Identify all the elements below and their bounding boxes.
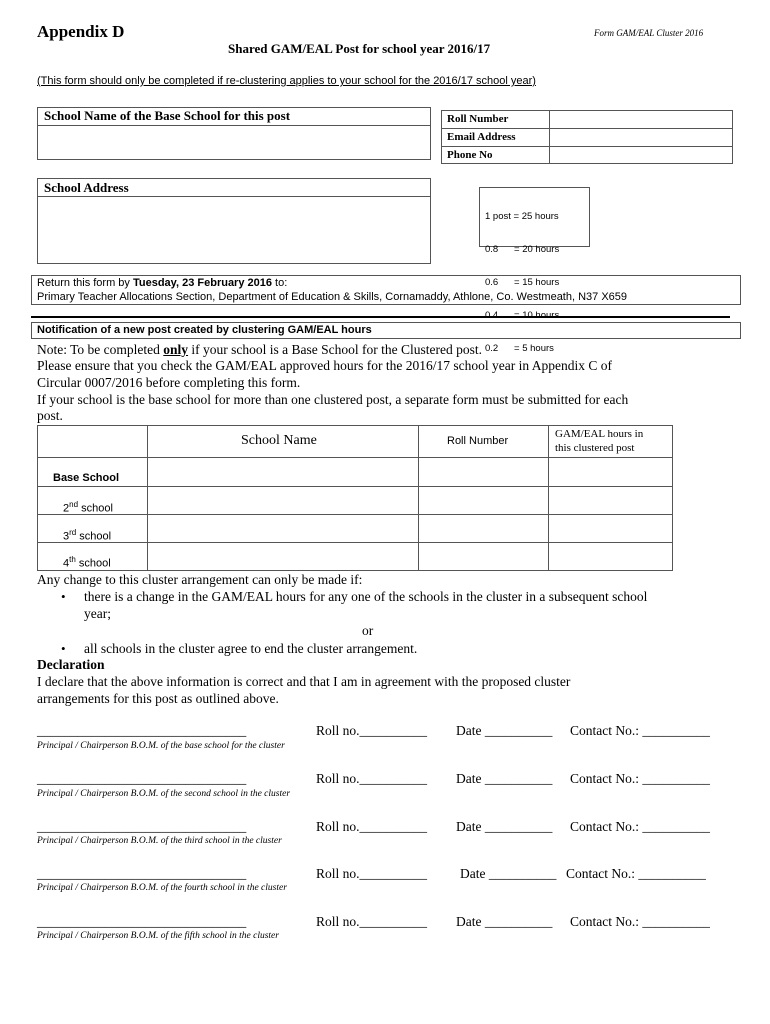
bullet-icon: • bbox=[61, 589, 66, 604]
note-line: Note: To be completed only if your school is a Base School for the Clustered post. bbox=[37, 342, 483, 357]
condition-2: all schools in the cluster agree to end the cluster arrangement. bbox=[84, 641, 418, 656]
date-field[interactable]: Date __________ bbox=[456, 914, 553, 929]
fourth-school-row-label: 4th school bbox=[63, 555, 111, 570]
conditions-or: or bbox=[362, 623, 374, 638]
page-subtitle: (This form should only be completed if re-clustering applies to your school for the 2016/17 school year) bbox=[37, 75, 536, 87]
signature-caption: Principal / Chairperson B.O.M. of the third school in the cluster bbox=[37, 836, 282, 846]
second-school-hours-cell[interactable] bbox=[550, 488, 672, 513]
contact-no-field[interactable]: Contact No.: __________ bbox=[570, 914, 710, 929]
instruction-line: Circular 0007/2016 before completing this form. bbox=[37, 375, 301, 390]
declaration-heading: Declaration bbox=[37, 657, 105, 672]
page-title: Shared GAM/EAL Post for school year 2016/17 bbox=[228, 41, 491, 56]
declaration-text: arrangements for this post as outlined above. bbox=[37, 691, 279, 706]
contact-no-field[interactable]: Contact No.: __________ bbox=[570, 819, 710, 834]
roll-no-field[interactable]: Roll no.__________ bbox=[316, 866, 428, 881]
notification-heading: Notification of a new post created by clustering GAM/EAL hours bbox=[37, 324, 372, 336]
roll-no-field[interactable]: Roll no.__________ bbox=[316, 771, 428, 786]
signature-line[interactable]: _______________________________ bbox=[37, 866, 247, 881]
base-school-hours-cell[interactable] bbox=[550, 459, 672, 485]
third-school-row-label: 3rd school bbox=[63, 528, 112, 543]
school-name-field[interactable] bbox=[40, 128, 428, 157]
school-address-field[interactable] bbox=[40, 199, 428, 261]
divider bbox=[31, 316, 730, 318]
condition-1: there is a change in the GAM/EAL hours for any one of the schools in the cluster in a subsequent school bbox=[84, 589, 648, 604]
declaration-text: I declare that the above information is correct and that I am in agreement with the proposed cluster bbox=[37, 674, 571, 689]
fourth-school-hours-cell[interactable] bbox=[550, 544, 672, 570]
roll-number-header: Roll Number bbox=[447, 435, 509, 447]
conditions-intro: Any change to this cluster arrangement can only be made if: bbox=[37, 572, 363, 587]
school-address-label: School Address bbox=[44, 180, 129, 195]
roll-no-field[interactable]: Roll no.__________ bbox=[316, 723, 428, 738]
phone-no-label: Phone No bbox=[447, 149, 493, 161]
roll-number-label: Roll Number bbox=[447, 113, 509, 125]
third-school-hours-cell[interactable] bbox=[550, 516, 672, 541]
hours-key-text: 1 post = 25 hours 0.8 = 20 hours 0.6 = 15 hours 0.2 = 5 hours bbox=[485, 211, 560, 354]
signature-caption: Principal / Chairperson B.O.M. of the second school in the cluster bbox=[37, 789, 291, 799]
roll-number-field[interactable] bbox=[551, 111, 731, 127]
second-school-name-cell[interactable] bbox=[149, 488, 417, 513]
signature-caption: Principal / Chairperson B.O.M. of the base school for the cluster bbox=[37, 741, 285, 751]
instruction-line: Please ensure that you check the GAM/EAL approved hours for the 2016/17 school year in Appendix C of bbox=[37, 358, 612, 373]
return-address: Primary Teacher Allocations Section, Department of Education & Skills, Cornamaddy, Athlone, Co. Westmeath, N37 X659 bbox=[37, 291, 628, 303]
base-school-roll-cell[interactable] bbox=[420, 459, 547, 485]
base-school-name-cell[interactable] bbox=[149, 459, 417, 485]
contact-no-field[interactable]: Contact No.: __________ bbox=[570, 771, 710, 786]
hours-header: GAM/EAL hours in this clustered post bbox=[555, 428, 644, 454]
form-reference: Form GAM/EAL Cluster 2016 bbox=[594, 28, 704, 38]
condition-1-cont: year; bbox=[84, 606, 111, 621]
fourth-school-roll-cell[interactable] bbox=[420, 544, 547, 570]
signature-line[interactable]: _______________________________ bbox=[37, 914, 247, 929]
instruction-line: post. bbox=[37, 408, 63, 423]
date-field[interactable]: Date __________ bbox=[456, 819, 553, 834]
school-name-header: School Name bbox=[241, 433, 317, 448]
date-field[interactable]: Date __________ bbox=[460, 866, 557, 881]
return-deadline-line: Return this form by Tuesday, 23 February 2016 to: bbox=[37, 277, 288, 289]
roll-no-field[interactable]: Roll no.__________ bbox=[316, 914, 428, 929]
signature-caption: Principal / Chairperson B.O.M. of the fourth school in the cluster bbox=[37, 883, 287, 893]
appendix-label: Appendix D bbox=[37, 22, 125, 41]
school-name-label: School Name of the Base School for this post bbox=[44, 108, 291, 123]
bullet-icon: • bbox=[61, 641, 66, 656]
second-school-roll-cell[interactable] bbox=[420, 488, 547, 513]
second-school-row-label: 2nd school bbox=[63, 500, 113, 515]
signature-line[interactable]: _______________________________ bbox=[37, 771, 247, 786]
email-address-label: Email Address bbox=[447, 131, 516, 143]
contact-no-field[interactable]: Contact No.: __________ bbox=[570, 723, 710, 738]
fourth-school-name-cell[interactable] bbox=[149, 544, 417, 570]
signature-caption: Principal / Chairperson B.O.M. of the fifth school in the cluster bbox=[37, 931, 279, 941]
phone-no-field[interactable] bbox=[551, 147, 731, 163]
signature-line[interactable]: _______________________________ bbox=[37, 723, 247, 738]
third-school-roll-cell[interactable] bbox=[420, 516, 547, 541]
instruction-line: If your school is the base school for more than one clustered post, a separate form must be submitted for each bbox=[37, 392, 629, 407]
third-school-name-cell[interactable] bbox=[149, 516, 417, 541]
contact-no-field[interactable]: Contact No.: __________ bbox=[566, 866, 706, 881]
signature-line[interactable]: _______________________________ bbox=[37, 819, 247, 834]
base-school-row-label: Base School bbox=[53, 472, 120, 484]
date-field[interactable]: Date __________ bbox=[456, 771, 553, 786]
date-field[interactable]: Date __________ bbox=[456, 723, 553, 738]
roll-no-field[interactable]: Roll no.__________ bbox=[316, 819, 428, 834]
email-address-field[interactable] bbox=[551, 129, 731, 145]
